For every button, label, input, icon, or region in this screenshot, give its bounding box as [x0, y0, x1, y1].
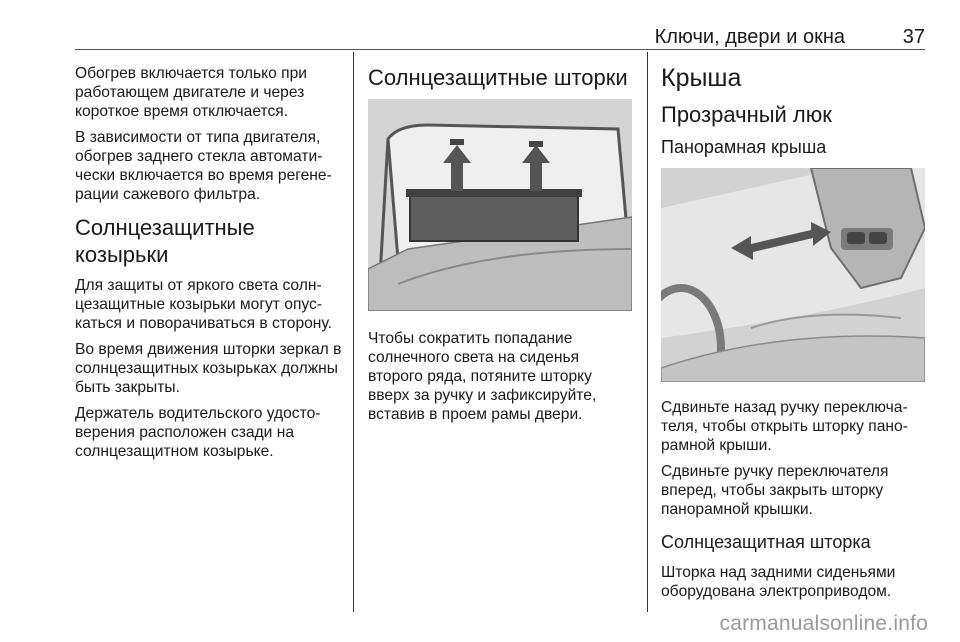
column-left: [75, 64, 343, 468]
column-right: [661, 64, 927, 608]
paragraph-open-shade: Сдвиньте назад ручку переключателя, чтобы открыть шторку панорамной крыши.: [661, 399, 908, 454]
panoramic-roof-illustration: [661, 168, 925, 382]
page-header: [75, 26, 925, 50]
paragraph-heating-regeneration: В зависимости от типа двигателя, обогрев заднего стекла автоматически включается во время регенерации сажевого фильтра.: [75, 129, 332, 203]
heading-sun-blind: Солнцезащитная шторка: [661, 532, 871, 552]
header-divider: [75, 49, 925, 50]
paragraph-license-holder: Держатель водительского удостоверения расположен сзади на солнцезащитном козырьке.: [75, 405, 321, 460]
paragraph-visors-mirror: Во время движения шторки зеркал в солнцезащитных козырьках должны быть закрыты.: [75, 341, 342, 396]
column-divider-1: [353, 52, 354, 612]
paragraph-sun-blind: Шторка над задними сиденьями оборудована электроприводом.: [661, 564, 896, 600]
heading-panoramic-roof: Панорамная крыша: [661, 137, 827, 157]
column-divider-2: [647, 52, 648, 612]
column-middle: [368, 64, 634, 431]
paragraph-close-shade: Сдвиньте ручку переключателя вперед, чтобы закрыть шторку панорамной крышки.: [661, 463, 889, 518]
heading-sun-shades: Солнцезащитные шторки: [368, 65, 628, 90]
heading-sun-visors: Солнцезащитные козырьки: [75, 215, 255, 267]
paragraph-heating-intro: Обогрев включается только при работающем двигателе и через короткое время отключается.: [75, 65, 307, 120]
paragraph-sun-shades: Чтобы сократить попадание солнечного света на сиденья второго ряда, потяните шторку вверх за ручку и зафиксируйте, вставив в проем рамы двери.: [368, 330, 597, 423]
heading-roof: Крыша: [661, 64, 742, 92]
paragraph-visors-usage: Для защиты от яркого света солнцезащитные козырьки могут опускаться и поворачиваться в сторону.: [75, 277, 332, 332]
sun-shade-illustration: [368, 99, 632, 311]
page-number: 37: [902, 26, 925, 48]
watermark: carmanualsonline.info: [719, 612, 928, 635]
heading-transparent-sunroof: Прозрачный люк: [661, 102, 832, 127]
section-title: Ключи, двери и окна: [654, 26, 845, 48]
